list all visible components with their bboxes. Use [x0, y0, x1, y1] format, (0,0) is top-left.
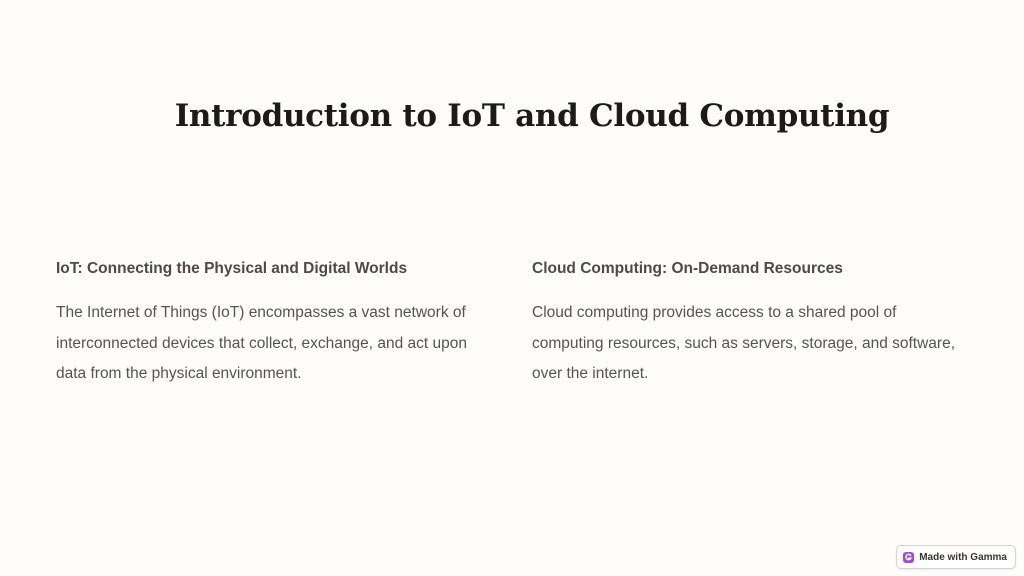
- cloud-body: Cloud computing provides access to a shared pool of computing resources, such as servers, storage, and software, over the internet.: [532, 304, 956, 382]
- slide-title: Introduction to IoT and Cloud Computing: [174, 98, 890, 134]
- badge-label: Made with Gamma: [919, 551, 1007, 563]
- cloud-heading: Cloud Computing: On-Demand Resources: [532, 260, 843, 277]
- made-with-gamma-badge[interactable]: [896, 545, 1016, 569]
- cloud-column: [532, 259, 972, 390]
- iot-column: [56, 259, 496, 390]
- iot-heading: IoT: Connecting the Physical and Digital Worlds: [56, 260, 408, 277]
- gamma-logo-icon: [903, 552, 914, 563]
- iot-body: The Internet of Things (IoT) encompasses a vast network of interconnected devices that collect, exchange, and act upon data from the physical environment.: [56, 304, 468, 382]
